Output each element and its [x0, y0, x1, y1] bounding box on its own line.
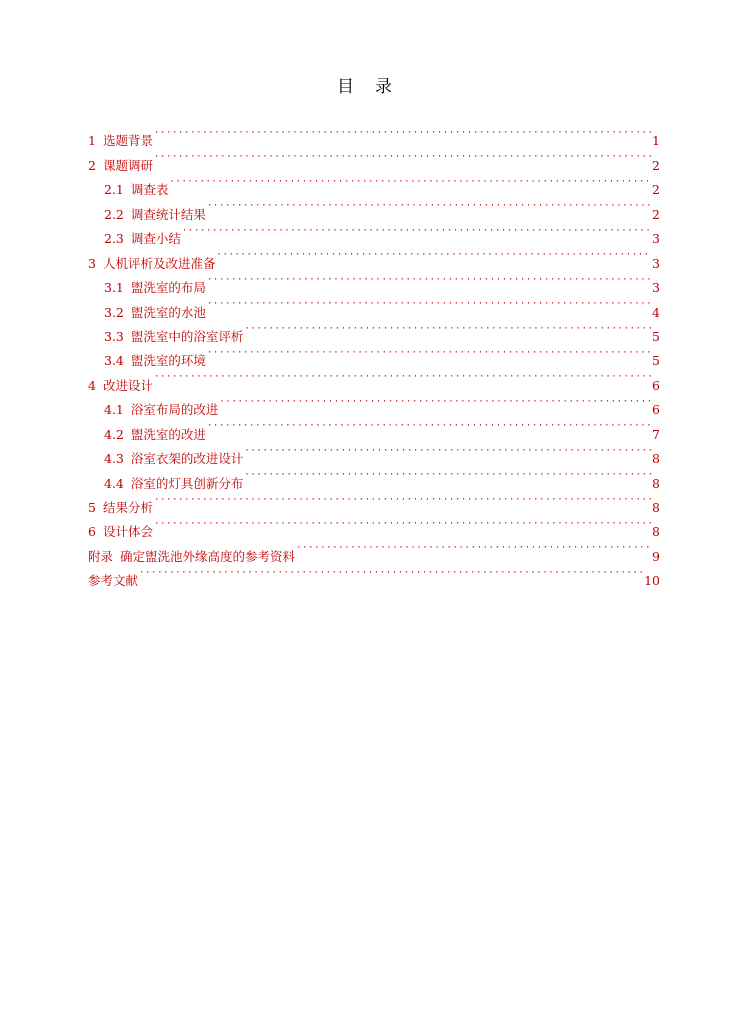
- toc-entry-label: 确定盥洗池外缘高度的参考资料: [120, 548, 296, 564]
- toc-entry-number: 4.3: [104, 451, 124, 467]
- toc-entry-page-number: 3: [652, 280, 660, 296]
- toc-entry-label: 盥洗室的布局: [130, 280, 206, 296]
- toc-entry-number: 2: [88, 157, 96, 173]
- toc-entry-number: 5: [88, 500, 96, 515]
- dot-leader: [219, 390, 651, 414]
- toc-entry-label: 浴室的灯具创新分布: [130, 475, 244, 491]
- toc-entry-page-number: 7: [652, 426, 660, 442]
- toc-entry-label: 选题背景: [102, 133, 153, 149]
- page-title: [0, 72, 730, 97]
- toc-entry-page-number: 8: [652, 500, 660, 515]
- toc-entry-label: 调查统计结果: [130, 206, 206, 222]
- dot-leader: [154, 121, 651, 145]
- toc-entry[interactable]: [88, 365, 660, 393]
- toc-entry-label: 调查表: [130, 182, 169, 198]
- toc-entry-label: 改进设计: [102, 377, 153, 393]
- dot-leader: [216, 243, 651, 267]
- toc-entry-page-number: 6: [652, 377, 660, 393]
- dot-leader: [296, 536, 651, 560]
- title-char: 目: [337, 77, 355, 97]
- toc-entry-page-number: 9: [652, 548, 660, 564]
- toc-entry-page-number: 8: [652, 451, 660, 467]
- dot-leader: [207, 292, 651, 316]
- dot-leader: [207, 341, 651, 365]
- dot-leader: [244, 463, 651, 487]
- dot-leader: [154, 145, 651, 169]
- toc-entry-page-number: 1: [652, 133, 660, 149]
- toc-entry-number: 4.1: [104, 402, 124, 418]
- toc-entry-number: 6: [88, 524, 96, 540]
- toc-entry-page-number: 6: [652, 402, 660, 418]
- dot-leader: [154, 488, 651, 512]
- dot-leader: [182, 219, 651, 243]
- toc-entry-label: 参考文献: [88, 573, 139, 589]
- toc-entry[interactable]: [88, 512, 660, 540]
- dot-leader: [154, 365, 651, 389]
- dot-leader: [244, 439, 651, 463]
- toc-entry-number: 附录: [88, 548, 114, 564]
- toc-entry[interactable]: [88, 488, 660, 515]
- toc-entry-number: 4.4: [104, 475, 124, 491]
- toc-entry-number: 2.3: [104, 231, 124, 247]
- toc-entry-label: 盥洗室中的浴室评析: [130, 328, 244, 344]
- dot-leader: [207, 414, 651, 438]
- dot-leader: [244, 317, 651, 341]
- toc-entry-label: 浴室布局的改进: [130, 402, 219, 418]
- toc-entry-page-number: 2: [652, 182, 660, 198]
- toc-entry-page-number: 5: [652, 328, 660, 344]
- toc-entry-label: 人机评析及改进准备: [102, 255, 216, 271]
- toc-entry-number: 3.1: [104, 280, 124, 296]
- dot-leader: [139, 561, 643, 585]
- dot-leader: [207, 268, 651, 292]
- toc-entry-label: 课题调研: [102, 157, 153, 173]
- toc-entry-page-number: 10: [644, 573, 660, 589]
- toc-entry-number: 4.2: [104, 426, 124, 442]
- toc-entry-label: 调查小结: [130, 231, 181, 247]
- toc-entry-number: 3.2: [104, 304, 124, 320]
- toc-entry[interactable]: [88, 170, 660, 198]
- toc-entry-label: 浴室衣架的改进设计: [130, 451, 244, 467]
- toc-entry-page-number: 8: [652, 524, 660, 540]
- toc-entry-number: 4: [88, 377, 96, 393]
- toc-entry-label: 设计体会: [102, 524, 153, 540]
- toc-entry-label: 盥洗室的环境: [130, 353, 206, 369]
- toc-entry[interactable]: [88, 145, 660, 173]
- toc-entry-page-number: 3: [652, 231, 660, 247]
- toc-entry-page-number: 2: [652, 157, 660, 173]
- toc-entry[interactable]: [88, 536, 660, 564]
- toc-entry[interactable]: [88, 561, 660, 589]
- toc-entry[interactable]: [88, 390, 660, 418]
- title-char: 录: [375, 77, 393, 97]
- toc-entry-number: 3.3: [104, 328, 124, 344]
- toc-entry-label: 结果分析: [102, 500, 153, 515]
- dot-leader: [154, 512, 651, 536]
- toc-entry-number: 1: [88, 133, 96, 149]
- toc-entry[interactable]: [88, 121, 660, 149]
- toc-entry[interactable]: [88, 194, 660, 222]
- dot-leader: [169, 170, 651, 194]
- toc-entry-page-number: 8: [652, 475, 660, 491]
- toc-entry-number: 3: [88, 255, 96, 271]
- toc-entry-page-number: 5: [652, 353, 660, 369]
- toc-entry-label: 盥洗室的改进: [130, 426, 206, 442]
- dot-leader: [207, 194, 651, 218]
- toc-entry-page-number: 2: [652, 206, 660, 222]
- toc-entry-number: 3.4: [104, 353, 124, 369]
- toc-entry-number: 2.1: [104, 182, 124, 198]
- toc-entry-number: 2.2: [104, 206, 124, 222]
- toc-entry-page-number: 3: [652, 255, 660, 271]
- toc-entry-label: 盥洗室的水池: [130, 304, 206, 320]
- table-of-contents: [88, 121, 660, 589]
- toc-entry-page-number: 4: [652, 304, 660, 320]
